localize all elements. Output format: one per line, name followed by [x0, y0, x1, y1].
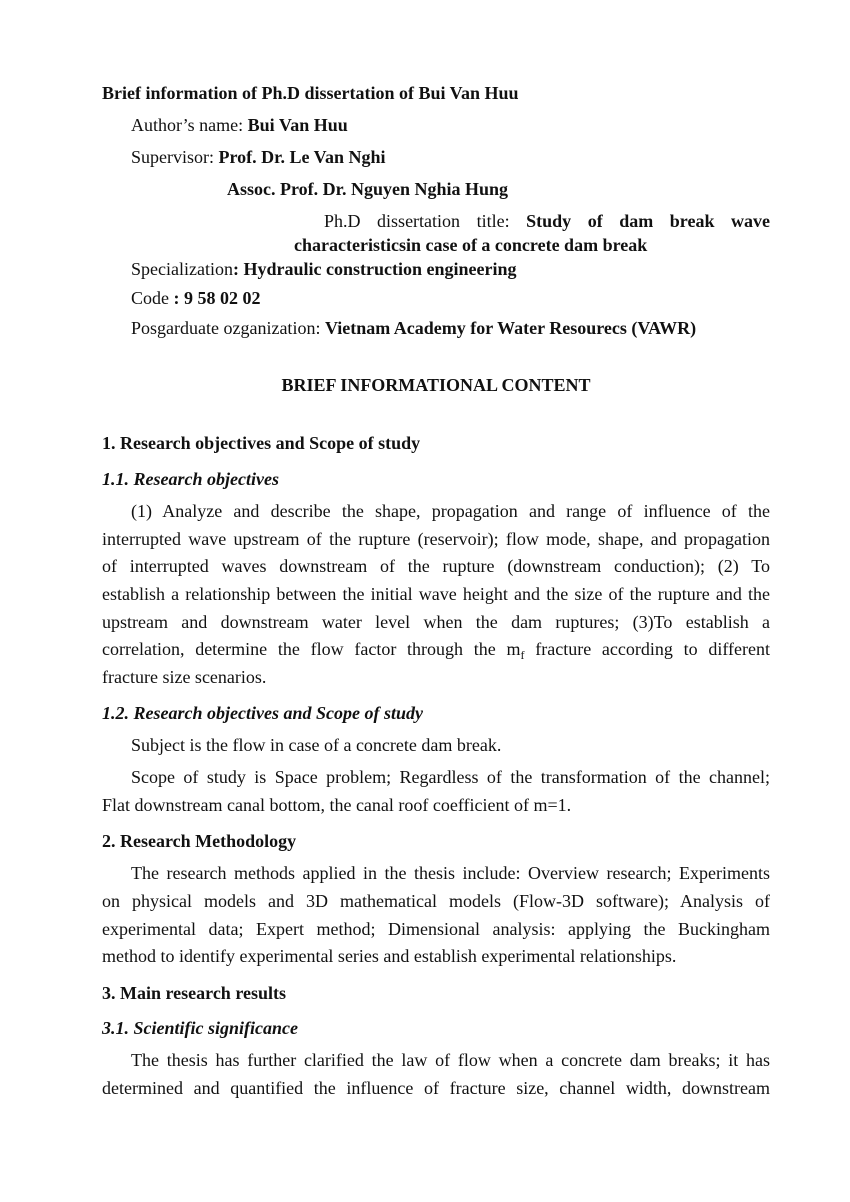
text-segment: correlation, determine the flow factor through the m — [102, 639, 521, 659]
code-label: Code — [131, 288, 174, 308]
paragraph-line: establish a relationship between the initial wave height and the size of the rupture and the — [102, 584, 770, 604]
organization-line — [131, 316, 770, 340]
paragraph-line: (1) Analyze and describe the shape, propagation and range of influence of the — [131, 501, 770, 521]
section-1-1-heading: 1.1. Research objectives — [102, 469, 279, 489]
supervisor-label: Supervisor: — [131, 147, 219, 167]
paragraph-line: The research methods applied in the thesis include: Overview research; Experiments — [131, 863, 770, 883]
paragraph-line-with-subscript — [102, 637, 770, 667]
organization-value: Vietnam Academy for Water Resourecs (VAWR) — [324, 318, 697, 338]
supervisor-1: Prof. Dr. Le Van Nghi — [218, 147, 386, 167]
supervisor-line — [131, 145, 770, 169]
code-value: : 9 58 02 02 — [173, 288, 261, 308]
code-line — [131, 286, 770, 310]
specialization-value: : Hydraulic construction engineering — [232, 259, 517, 279]
paragraph-line: upstream and downstream water level when the dam ruptures; (3)To establish a — [102, 612, 770, 632]
paragraph-line: Subject is the flow in case of a concrete dam break. — [131, 735, 502, 755]
paragraph-line: method to identify experimental series and establish experimental relationships. — [102, 946, 677, 966]
paragraph-line: of interrupted waves downstream of the rupture (downstream conduction); (2) To — [102, 556, 770, 576]
text-segment: fracture according to different — [524, 639, 770, 659]
paragraph-line: The thesis has further clarified the law of flow when a concrete dam breaks; it has — [131, 1050, 770, 1070]
paragraph-line: interrupted wave upstream of the rupture (reservoir); flow mode, shape, and propagation — [102, 529, 770, 549]
organization-label: Posgarduate ozganization: — [131, 318, 325, 338]
paragraph-line: determined and quantified the influence of fracture size, channel width, downstream — [102, 1078, 770, 1098]
dissertation-title-part1: Study of dam break wave — [526, 211, 770, 231]
document-title: Brief information of Ph.D dissertation of Bui Van Huu — [102, 83, 519, 103]
paragraph-line: Flat downstream canal bottom, the canal roof coefficient of m=1. — [102, 795, 572, 815]
paragraph-line: Scope of study is Space problem; Regardless of the transformation of the channel; — [131, 767, 770, 787]
supervisor-2: Assoc. Prof. Dr. Nguyen Nghia Hung — [227, 179, 509, 199]
author-name: Bui Van Huu — [247, 115, 348, 135]
paragraph-line: experimental data; Expert method; Dimensional analysis: applying the Buckingham — [102, 919, 770, 939]
dissertation-title-line — [324, 209, 770, 233]
content-title: BRIEF INFORMATIONAL CONTENT — [281, 375, 591, 395]
paragraph-line: on physical models and 3D mathematical models (Flow-3D software); Analysis of — [102, 891, 770, 911]
section-3-heading: 3. Main research results — [102, 983, 286, 1003]
section-3-1-heading: 3.1. Scientific significance — [102, 1018, 298, 1038]
author-label: Author’s name: — [131, 115, 248, 135]
section-1-heading: 1. Research objectives and Scope of study — [102, 433, 421, 453]
author-line — [131, 113, 770, 137]
specialization-label: Specialization — [131, 259, 233, 279]
subscript-f: f — [520, 648, 525, 662]
dissertation-title-label: Ph.D dissertation title: — [324, 211, 527, 231]
specialization-line — [131, 257, 770, 281]
section-1-2-heading: 1.2. Research objectives and Scope of study — [102, 703, 423, 723]
section-2-heading: 2. Research Methodology — [102, 831, 297, 851]
paragraph-line: fracture size scenarios. — [102, 667, 267, 687]
dissertation-title-part2: characteristicsin case of a concrete dam break — [294, 235, 648, 255]
